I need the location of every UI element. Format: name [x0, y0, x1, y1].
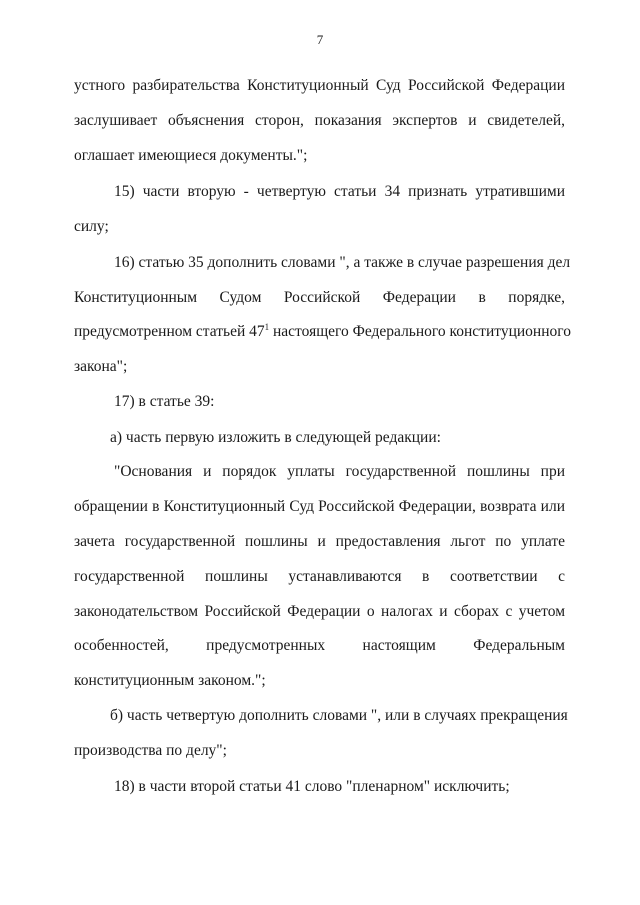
list-item-15: 15) части вторую - четвертую статьи 34 признать утратившими: [114, 183, 565, 200]
text-line: особенностей, предусмотренных настоящим Федеральным: [74, 637, 565, 654]
superscript: 1: [264, 321, 270, 332]
text-line: заслушивает объяснения сторон, показания экспертов и свидетелей,: [74, 112, 565, 129]
text-line: зачета государственной пошлины и предоставления льгот по уплате: [74, 533, 565, 550]
list-item-17: 17) в статье 39:: [114, 393, 215, 410]
text-line: Конституционным Судом Российской Федерации в порядке,: [74, 289, 565, 306]
text-line: государственной пошлины устанавливаются в соответствии с: [74, 568, 565, 585]
list-item-18: 18) в части второй статьи 41 слово "пленарном" исключить;: [114, 778, 510, 795]
page-number: 7: [316, 32, 324, 47]
text-line: обращении в Конституционный Суд Российской Федерации, возврата или: [74, 498, 565, 515]
text-line: устного разбирательства Конституционный Суд Российской Федерации: [74, 77, 565, 94]
text-line: законодательством Российской Федерации о налогах и сборах с учетом: [74, 603, 565, 620]
text-fragment: настоящего Федерального конституционного: [269, 323, 571, 340]
text-fragment: предусмотренном статьей 47: [74, 323, 265, 340]
text-line: [74, 321, 571, 342]
text-line: производства по делу";: [74, 742, 227, 759]
text-line: оглашает имеющиеся документы.";: [74, 147, 308, 164]
sub-item-b: б) часть четвертую дополнить словами ", или в случаях прекращения: [110, 707, 568, 724]
sub-item-a: а) часть первую изложить в следующей редакции:: [110, 429, 441, 446]
text-line: силу;: [74, 218, 109, 235]
list-item-16: 16) статью 35 дополнить словами ", а также в случае разрешения дел: [114, 254, 571, 271]
quoted-text-line: "Основания и порядок уплаты государственной пошлины при: [114, 463, 565, 480]
text-line: закона";: [74, 358, 128, 375]
text-line: конституционным законом.";: [74, 672, 266, 689]
